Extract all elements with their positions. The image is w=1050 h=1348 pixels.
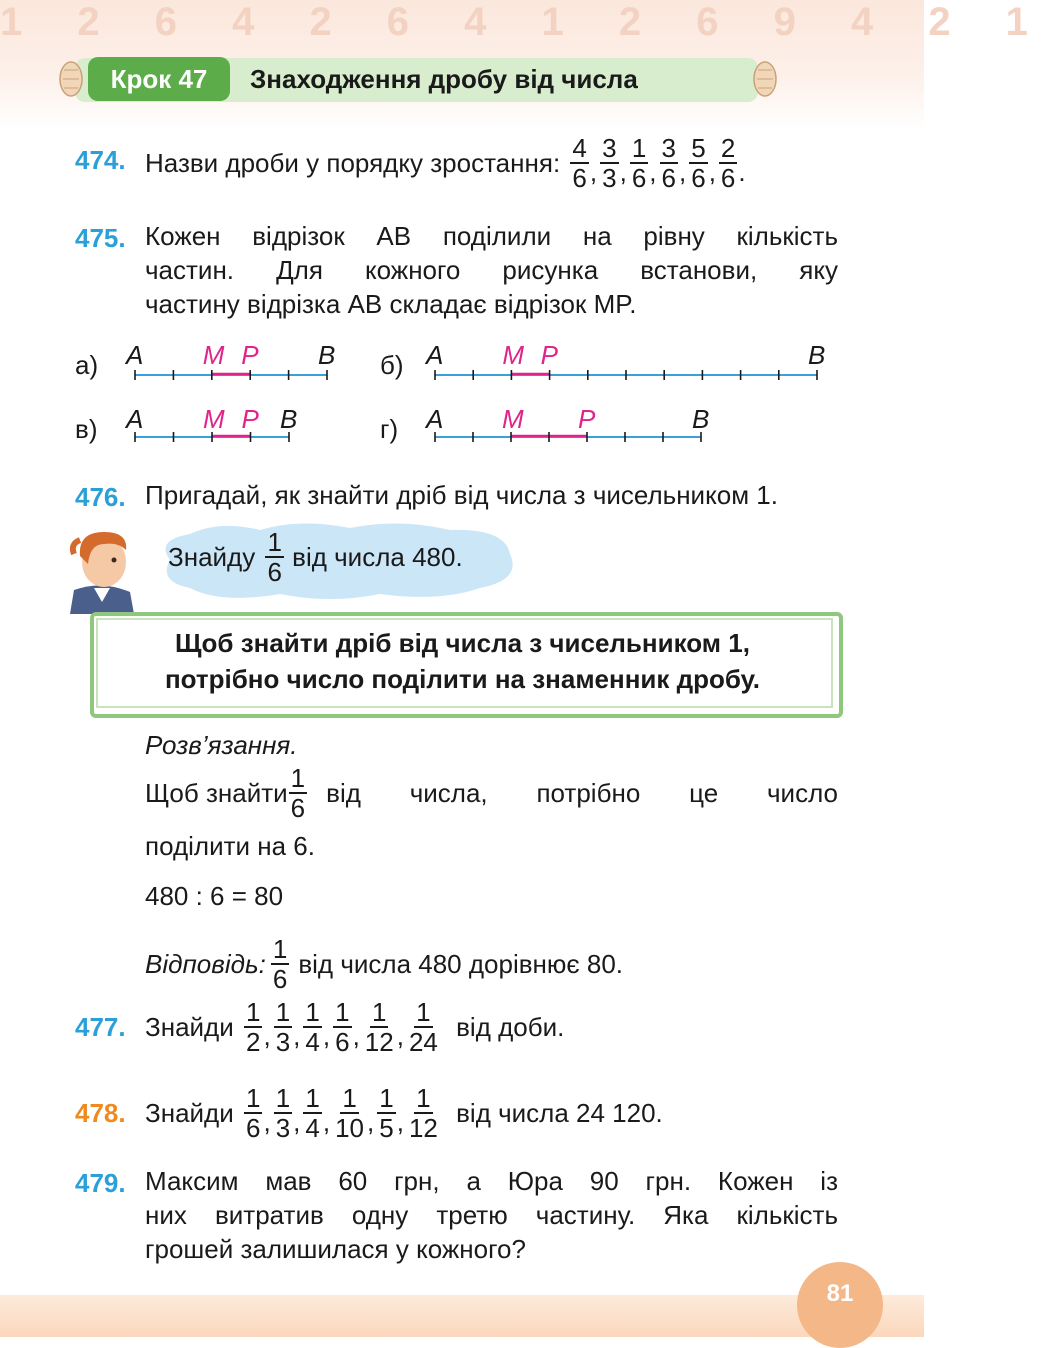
answer-label: Відповідь: — [145, 948, 266, 979]
fraction — [265, 528, 283, 586]
fraction-separator: , — [619, 156, 627, 187]
fraction-denominator: 3 — [275, 1027, 291, 1057]
point-label-a: A — [126, 340, 144, 370]
exercise-text: Знайди — [145, 1097, 234, 1128]
solution-text: від числа, потрібно це число — [326, 777, 838, 808]
fraction — [274, 998, 292, 1056]
fraction-denominator: 3 — [275, 1113, 291, 1143]
exercise-479-line: Максим мав 60 грн, а Юра 90 грн. Кожен із — [145, 1166, 838, 1196]
step-badge: Крок 47 — [88, 57, 230, 101]
exercise-text: Знайди — [145, 1011, 234, 1042]
figure-label: в) — [75, 414, 98, 444]
point-label-b: B — [808, 340, 826, 370]
fraction-denominator: 12 — [408, 1113, 438, 1143]
fraction-numerator: 1 — [305, 997, 320, 1027]
fraction-numerator: 1 — [372, 997, 387, 1027]
fraction — [289, 764, 307, 822]
fraction-separator: , — [367, 1106, 375, 1137]
fraction-numerator: 1 — [272, 934, 288, 964]
point-label-m: M — [502, 404, 524, 434]
fraction-denominator: 6 — [290, 793, 306, 823]
fraction — [333, 1084, 366, 1142]
fraction — [244, 998, 262, 1056]
fraction — [407, 998, 440, 1056]
fraction-numerator: 1 — [245, 1083, 261, 1113]
fraction-denominator: 6 — [272, 964, 288, 994]
fraction-numerator: 2 — [720, 133, 736, 163]
segment-ab — [133, 367, 329, 383]
fraction — [271, 935, 289, 993]
bubble-text: від числа 480. — [292, 541, 463, 572]
point-label-p: P — [578, 404, 596, 434]
segment-ab — [433, 429, 703, 445]
exercise-number: 479. — [75, 1168, 126, 1198]
fraction-numerator: 1 — [342, 1083, 357, 1113]
point-label-m: M — [203, 404, 225, 434]
boy-illustration — [60, 524, 144, 614]
fraction — [689, 134, 707, 192]
fraction-numerator: 3 — [661, 133, 676, 163]
fraction-separator: , — [263, 1106, 271, 1137]
point-label-a: A — [426, 404, 444, 434]
calculation: 480 : 6 = 80 — [145, 881, 284, 911]
exercise-476-text: Пригадай, як знайти дріб від числа з чисельником 1. — [145, 480, 778, 510]
fraction-separator: , — [352, 1020, 360, 1051]
scroll-icon — [58, 60, 84, 98]
fraction-numerator: 1 — [335, 997, 350, 1027]
fraction-separator: , — [293, 1020, 301, 1051]
fraction — [377, 1084, 395, 1142]
fraction-denominator: 2 — [245, 1027, 261, 1057]
fraction-separator: , — [649, 156, 657, 187]
exercise-number: 476. — [75, 482, 126, 512]
fraction — [244, 1084, 262, 1142]
solution-line — [145, 764, 838, 822]
fraction — [303, 998, 321, 1056]
fraction — [630, 134, 648, 192]
fraction-denominator: 6 — [661, 163, 676, 193]
fraction-numerator: 1 — [245, 997, 261, 1027]
fraction — [303, 1084, 321, 1142]
solution-text: поділити на 6. — [145, 831, 315, 861]
answer-line — [145, 935, 623, 993]
fraction-denominator: 6 — [245, 1113, 261, 1143]
fraction-denominator: 6 — [691, 163, 706, 193]
point-label-m: M — [202, 340, 225, 370]
fraction-list — [569, 133, 747, 193]
fraction — [407, 1084, 440, 1142]
point-label-p: P — [241, 404, 259, 434]
exercise-478-line — [145, 1084, 665, 1142]
exercise-474-line — [145, 134, 748, 192]
figure-label: б) — [380, 350, 404, 380]
fraction-denominator: 4 — [305, 1113, 320, 1143]
fraction — [570, 134, 588, 192]
fraction-numerator: 1 — [305, 1083, 320, 1113]
fraction-numerator: 3 — [602, 133, 617, 163]
fraction — [660, 134, 678, 192]
fraction-numerator: 1 — [379, 1083, 394, 1113]
fraction-numerator: 1 — [290, 763, 306, 793]
fraction-separator: , — [708, 156, 716, 187]
solution-label: Розв’язання. — [145, 730, 298, 760]
fraction-denominator: 24 — [408, 1027, 438, 1057]
answer-text: від числа 480 дорівнює 80. — [298, 948, 624, 979]
fraction-separator: , — [678, 156, 687, 187]
exercise-text: від числа 24 120. — [456, 1097, 663, 1128]
point-label-p: P — [241, 340, 259, 370]
exercise-number: 475. — [75, 223, 126, 253]
exercise-479-line: них витратив одну третю частину. Яка кількість — [145, 1200, 838, 1230]
fraction-separator: , — [293, 1106, 301, 1137]
fraction-denominator: 3 — [602, 163, 617, 193]
fraction-numerator: 1 — [275, 997, 291, 1027]
rule-line: потрібно число поділити на знаменник дробу. — [164, 664, 761, 694]
figure-label: а) — [75, 350, 99, 380]
figure-label: г) — [380, 414, 399, 444]
fraction-numerator: 1 — [267, 527, 282, 557]
rule-line: Щоб знайти дріб від числа з чисельником 1, — [175, 628, 750, 658]
fraction-denominator: 6 — [631, 163, 647, 193]
fraction-denominator: 4 — [305, 1027, 320, 1057]
exercise-number: 478. — [75, 1098, 126, 1128]
fraction-denominator: 12 — [364, 1027, 394, 1057]
point-label-b: B — [318, 340, 336, 370]
exercise-475-line: частину відрізка AB складає відрізок MP. — [145, 289, 637, 319]
fraction-separator: , — [589, 156, 598, 187]
fraction-list — [243, 1083, 443, 1143]
fraction-separator: , — [322, 1020, 331, 1051]
bubble-text: Знайду — [168, 541, 256, 572]
fraction — [719, 134, 737, 192]
fraction-denominator: 6 — [267, 557, 282, 587]
footer-band — [0, 1295, 924, 1337]
exercise-number: 477. — [75, 1012, 126, 1042]
point-label-p: P — [540, 340, 558, 370]
exercise-number: 474. — [75, 145, 126, 175]
fraction-numerator: 1 — [416, 997, 431, 1027]
fraction-denominator: 5 — [379, 1113, 394, 1143]
fraction-denominator: 10 — [335, 1113, 365, 1143]
scroll-icon — [752, 60, 778, 98]
fraction-list — [243, 997, 443, 1057]
fraction-numerator: 1 — [275, 1083, 291, 1113]
point-label-b: B — [692, 404, 710, 434]
fraction-denominator: 6 — [720, 163, 736, 193]
fraction — [333, 998, 351, 1056]
exercise-479-line: грошей залишилася у кожного? — [145, 1234, 526, 1264]
fraction-numerator: 5 — [691, 133, 706, 163]
fraction-denominator: 6 — [335, 1027, 350, 1057]
thought-bubble — [168, 528, 465, 586]
fraction-numerator: 4 — [572, 133, 587, 163]
segment-ab — [433, 367, 819, 383]
solution-text: Щоб знайти — [145, 777, 288, 808]
fraction — [600, 134, 618, 192]
point-label-a: A — [126, 404, 144, 434]
rule-text — [100, 625, 825, 697]
point-label-a: A — [426, 340, 444, 370]
fraction-separator: , — [396, 1106, 404, 1137]
fraction-separator: , — [396, 1020, 404, 1051]
page-number: 81 — [826, 1280, 854, 1307]
fraction-denominator: 6 — [572, 163, 587, 193]
fraction-separator: , — [322, 1106, 331, 1137]
fraction-separator: . — [738, 156, 746, 187]
exercise-475-line: частин. Для кожного рисунка встанови, яку — [145, 255, 838, 285]
fraction — [274, 1084, 292, 1142]
exercise-475-line: Кожен відрізок AB поділили на рівну кількість — [145, 221, 838, 251]
exercise-474-text: Назви дроби у порядку зростання: — [145, 147, 561, 178]
fraction-separator: , — [263, 1020, 271, 1051]
point-label-b: B — [280, 404, 298, 434]
point-label-m: M — [502, 340, 525, 370]
exercise-text: від доби. — [456, 1011, 565, 1042]
fraction-numerator: 1 — [631, 133, 647, 163]
exercise-477-line — [145, 998, 566, 1056]
decorative-digits: 1 2 6 4 2 6 4 1 2 6 9 4 2 1 — [0, 0, 1050, 44]
page-title: Знаходження дробу від числа — [250, 64, 638, 94]
fraction — [363, 998, 396, 1056]
fraction-numerator: 1 — [416, 1083, 431, 1113]
